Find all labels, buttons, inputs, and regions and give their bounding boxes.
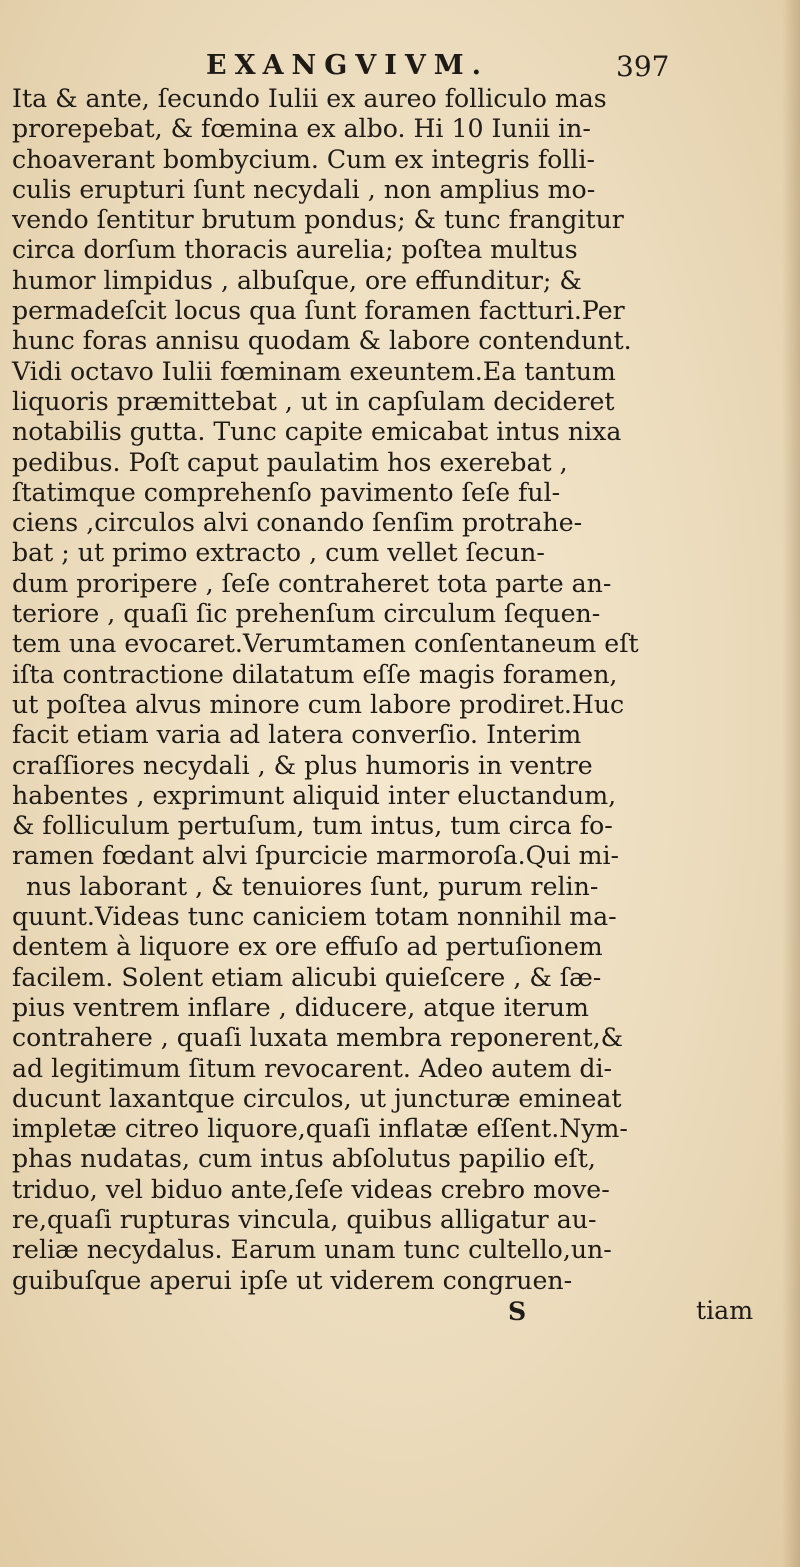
text-line: pedibus. Poſt caput paulatim hos exerebat , xyxy=(12,447,568,477)
text-line: phas nudatas, cum intus abſolutus papilio eſt, xyxy=(12,1144,596,1174)
text-line: bat ; ut primo extracto , cum vellet ſecun- xyxy=(12,538,545,568)
text-line: ciens ,circulos alvi conando ſenſim protrahe- xyxy=(12,508,583,538)
page-number: 397 xyxy=(616,50,670,83)
catchword: tiam xyxy=(696,1295,754,1325)
text-line: contrahere , quaſi luxata membra reponerent,& xyxy=(12,1023,624,1053)
text-line: facit etiam varia ad latera converſio. Interim xyxy=(12,720,582,750)
text-line: prorepebat, & fœmina ex albo. Hi 10 Iunii in- xyxy=(12,114,591,144)
text-line: nus laborant , & tenuiores ſunt, purum relin- xyxy=(26,871,599,901)
text-line: & folliculum pertuſum, tum intus, tum circa fo- xyxy=(12,811,613,841)
body-text xyxy=(0,84,800,1328)
text-line: guibuſque aperui ipſe ut viderem congruen- xyxy=(12,1265,573,1295)
running-title: EXANGVIVM. xyxy=(206,50,490,81)
text-line: culis erupturi ſunt necydali , non amplius mo- xyxy=(12,174,596,204)
text-line: permadeſcit locus qua ſunt foramen factturi.Per xyxy=(12,296,625,326)
text-line: Ita & ante, ſecundo Iulii ex aureo folliculo mas xyxy=(12,84,607,113)
text-line: pius ventrem inflare , diducere, atque iterum xyxy=(12,992,589,1022)
text-line: craſſiores necydali , & plus humoris in ventre xyxy=(12,750,593,780)
text-line: teriore , quaſi ſic prehenſum circulum ſequen- xyxy=(12,599,601,629)
text-line: humor limpidus , albuſque, ore effunditur; & xyxy=(12,265,582,295)
text-line: ramen fœdant alvi ſpurcicie marmoroſa.Qui mi- xyxy=(12,841,620,871)
signature-line xyxy=(12,1296,800,1328)
text-line: habentes , exprimunt aliquid inter eluctandum, xyxy=(12,780,617,810)
text-line: ut poſtea alvus minore cum labore prodiret.Huc xyxy=(12,689,625,719)
text-line: notabilis gutta. Tunc capite emicabat intus nixa xyxy=(12,417,622,447)
text-line: circa dorſum thoracis aurelia; poſtea multus xyxy=(12,235,578,265)
text-line: tem una evocaret.Verumtamen conſentaneum eſt xyxy=(12,629,639,659)
signature-mark: S xyxy=(508,1295,527,1326)
text-line: hunc foras annisu quodam & labore contendunt. xyxy=(12,326,632,356)
text-line: re,quaſi rupturas vincula, quibus alligatur au- xyxy=(12,1204,597,1234)
text-line: choaverant bombycium. Cum ex integris folli- xyxy=(12,144,595,174)
text-line: quunt.Videas tunc caniciem totam nonnihil ma- xyxy=(12,902,617,932)
text-line: triduo, vel biduo ante,ſeſe videas crebro move- xyxy=(12,1174,610,1204)
text-line: ſtatimque comprehenſo pavimento ſeſe ful- xyxy=(12,477,561,507)
text-line: ducunt laxantque circulos, ut juncturæ emineat xyxy=(12,1083,622,1113)
text-line: Vidi octavo Iulii fœminam exeuntem.Ea tantum xyxy=(12,356,616,386)
text-line: liquoris præmittebat , ut in capſulam decideret xyxy=(12,386,615,416)
text-line: vendo ſentitur brutum pondus; & tunc frangitur xyxy=(12,205,624,235)
text-line: ad legitimum ſitum revocarent. Adeo autem di- xyxy=(12,1053,613,1083)
text-line: reliæ necydalus. Earum unam tunc cultello,un- xyxy=(12,1235,612,1265)
text-line: facilem. Solent etiam alicubi quieſcere , & ſæ- xyxy=(12,962,602,992)
running-head xyxy=(0,44,800,84)
text-line: dum proripere , ſeſe contraheret tota parte an- xyxy=(12,568,612,598)
text-line: iſta contractione dilatatum eſſe magis foramen, xyxy=(12,659,618,689)
text-line: dentem à liquore ex ore effuſo ad pertuſionem xyxy=(12,932,603,962)
text-line: impletæ citreo liquore,quaſi inflatæ eſſent.Nym- xyxy=(12,1114,628,1144)
